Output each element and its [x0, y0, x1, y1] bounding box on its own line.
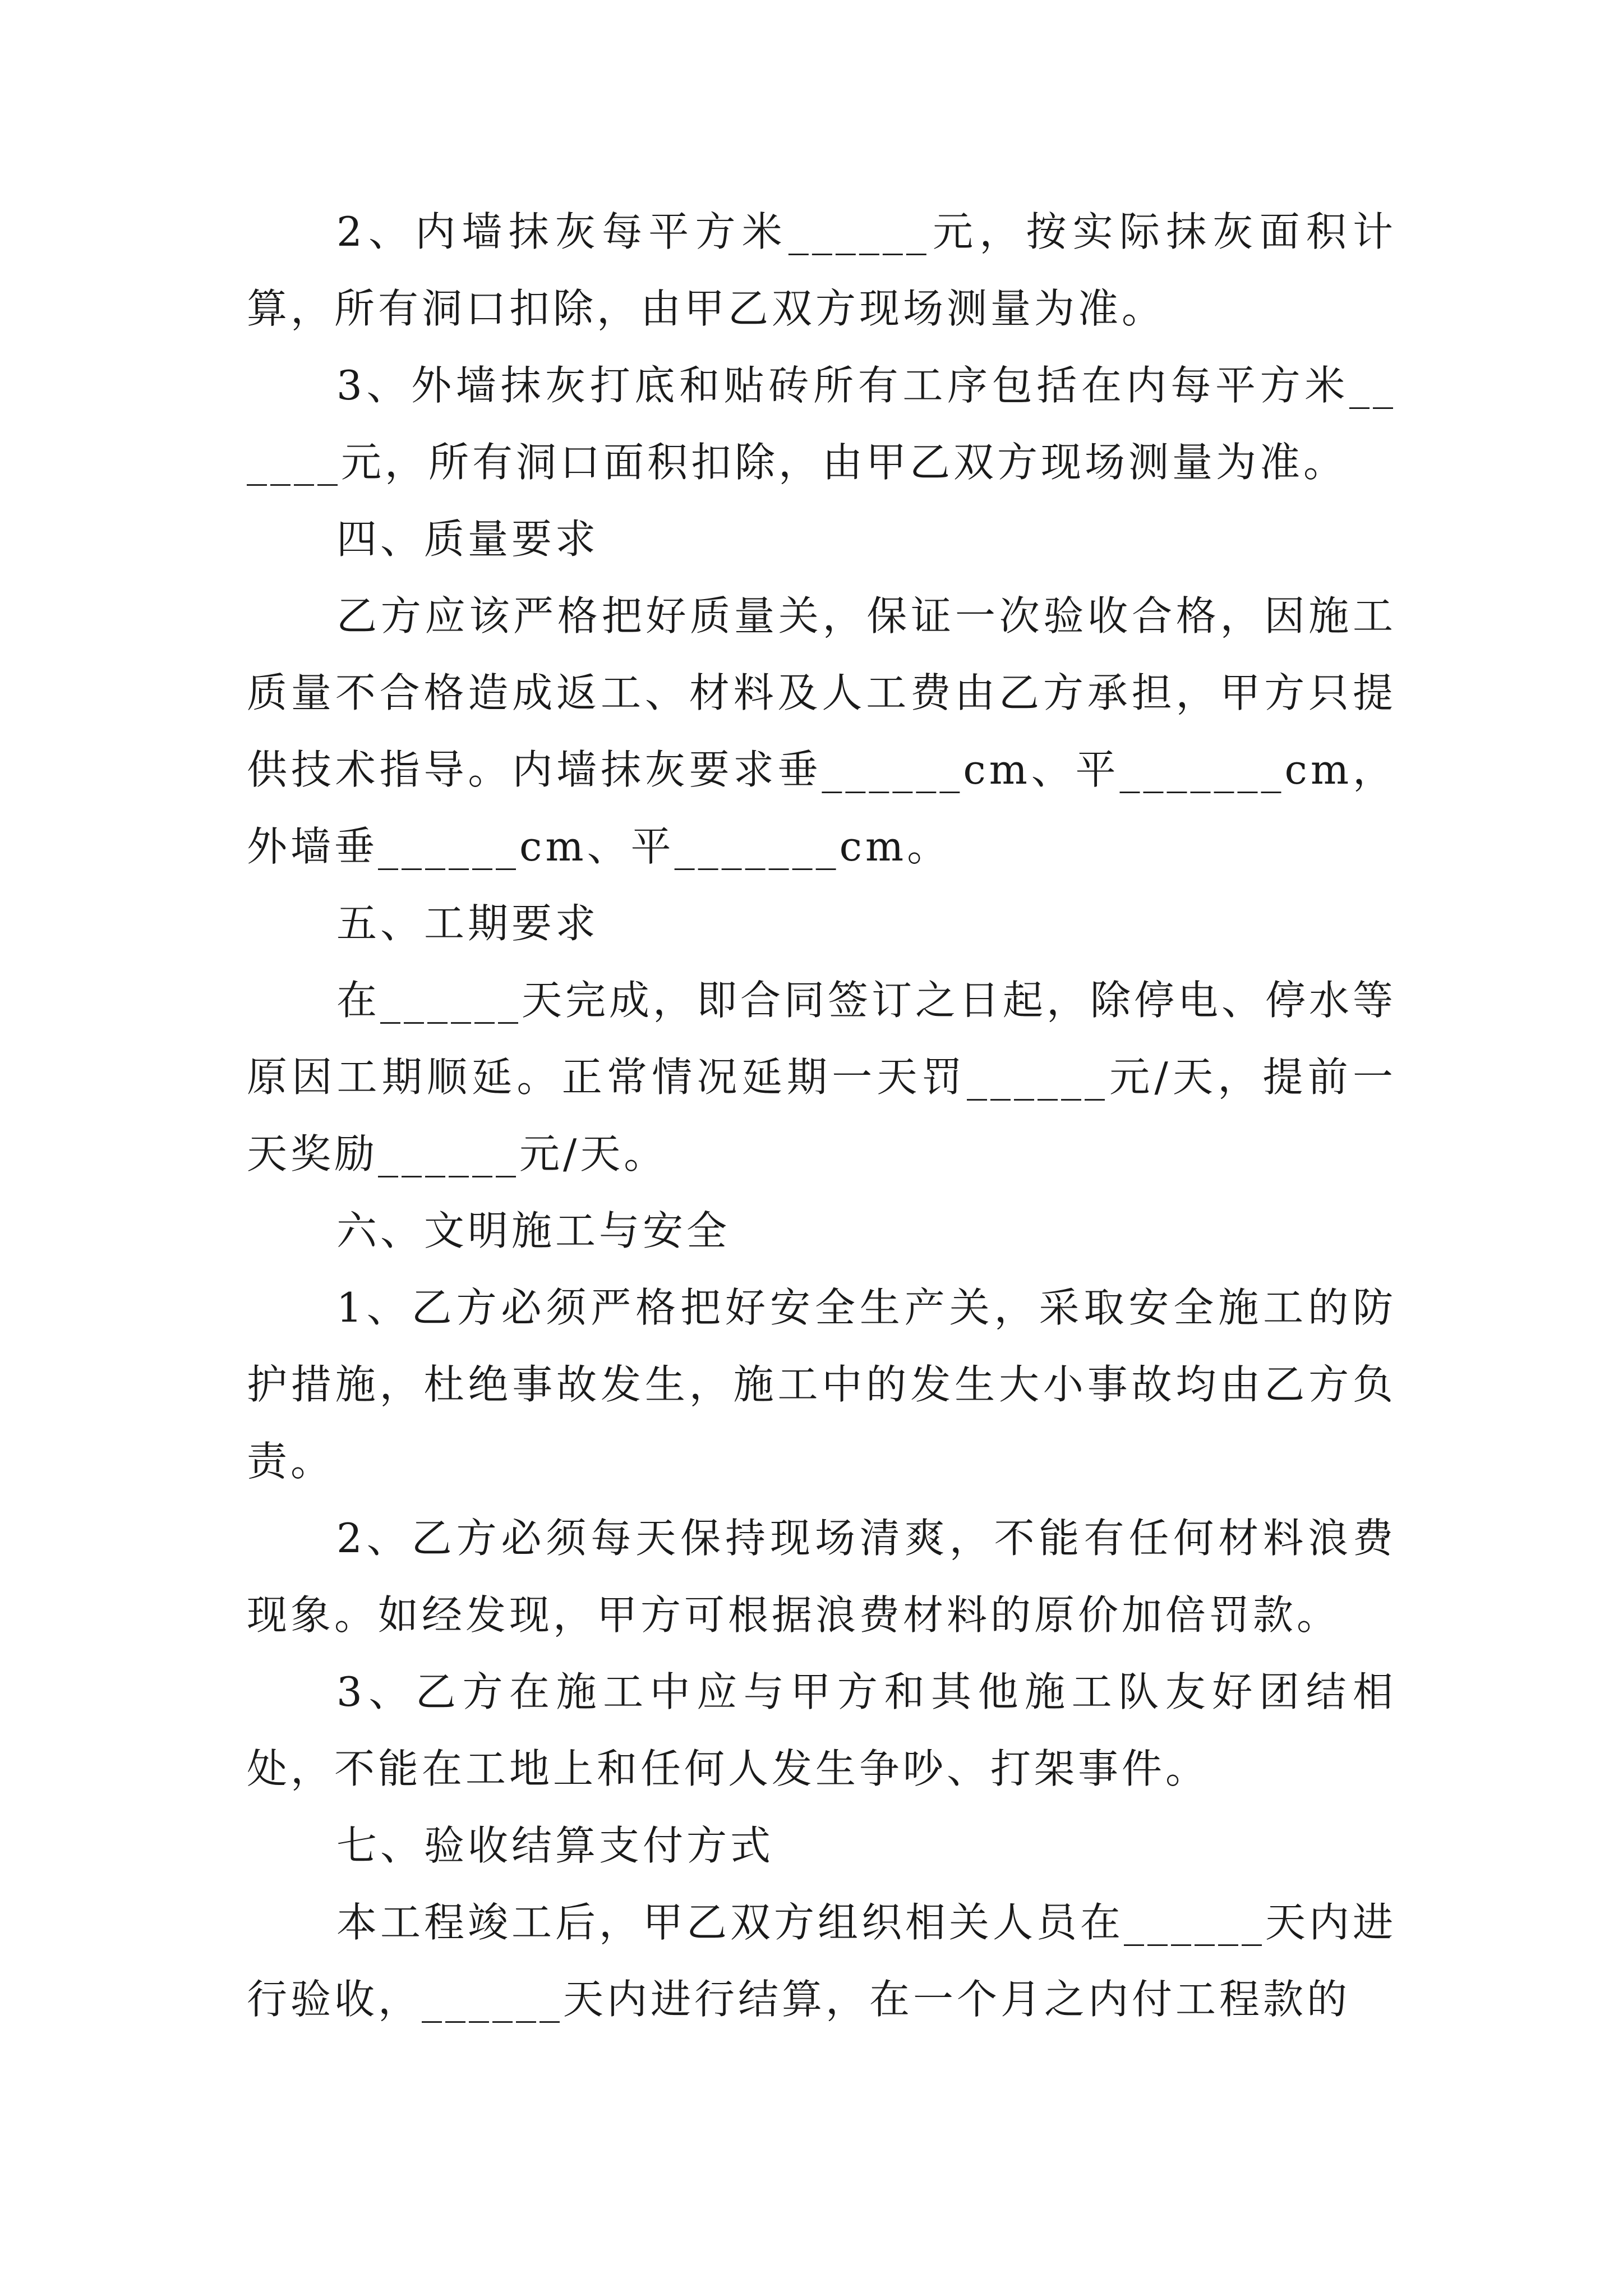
paragraph-quality-requirements: 乙方应该严格把好质量关，保证一次验收合格，因施工质量不合格造成返工、材料及人工费由乙方承担，甲方只提供技术指导。内墙抹灰要求垂______cm、平_______cm，外墙垂______cm、平_______cm。 [247, 592, 1396, 870]
section-heading-schedule: 五、工期要求 [336, 900, 600, 947]
paragraph-acceptance-payment: 本工程竣工后，甲乙双方组织相关人员在______天内进行验收，______天内进行结算，在一个月之内付工程款的 [247, 1899, 1397, 2023]
paragraph-safety-1: 1、乙方必须严格把好安全生产关，采取安全施工的防护措施，杜绝事故发生，施工中的发生大小事故均由乙方负责。 [247, 1284, 1396, 1485]
paragraph-exterior-plaster-price: 3、外墙抹灰打底和贴砖所有工序包括在内每平方米______元，所有洞口面积扣除，由甲乙双方现场测量为准。 [247, 362, 1396, 486]
document-body [247, 194, 1396, 2038]
section-heading-safety: 六、文明施工与安全 [336, 1207, 731, 1254]
paragraph-interior-plaster-price: 2、内墙抹灰每平方米______元，按实际抹灰面积计算，所有洞口扣除，由甲乙双方现场测量为准。 [247, 208, 1396, 332]
section-heading-acceptance-payment: 七、验收结算支付方式 [336, 1822, 774, 1869]
paragraph-safety-3: 3、乙方在施工中应与甲方和其他施工队友好团结相处，不能在工地上和任何人发生争吵、打架事件。 [247, 1668, 1396, 1792]
section-heading-quality: 四、质量要求 [336, 516, 600, 563]
paragraph-safety-2: 2、乙方必须每天保持现场清爽，不能有任何材料浪费现象。如经发现，甲方可根据浪费材料的原价加倍罚款。 [247, 1515, 1396, 1639]
paragraph-schedule-requirements: 在______天完成，即合同签订之日起，除停电、停水等原因工期顺延。正常情况延期一天罚______元/天，提前一天奖励______元/天。 [247, 977, 1397, 1177]
